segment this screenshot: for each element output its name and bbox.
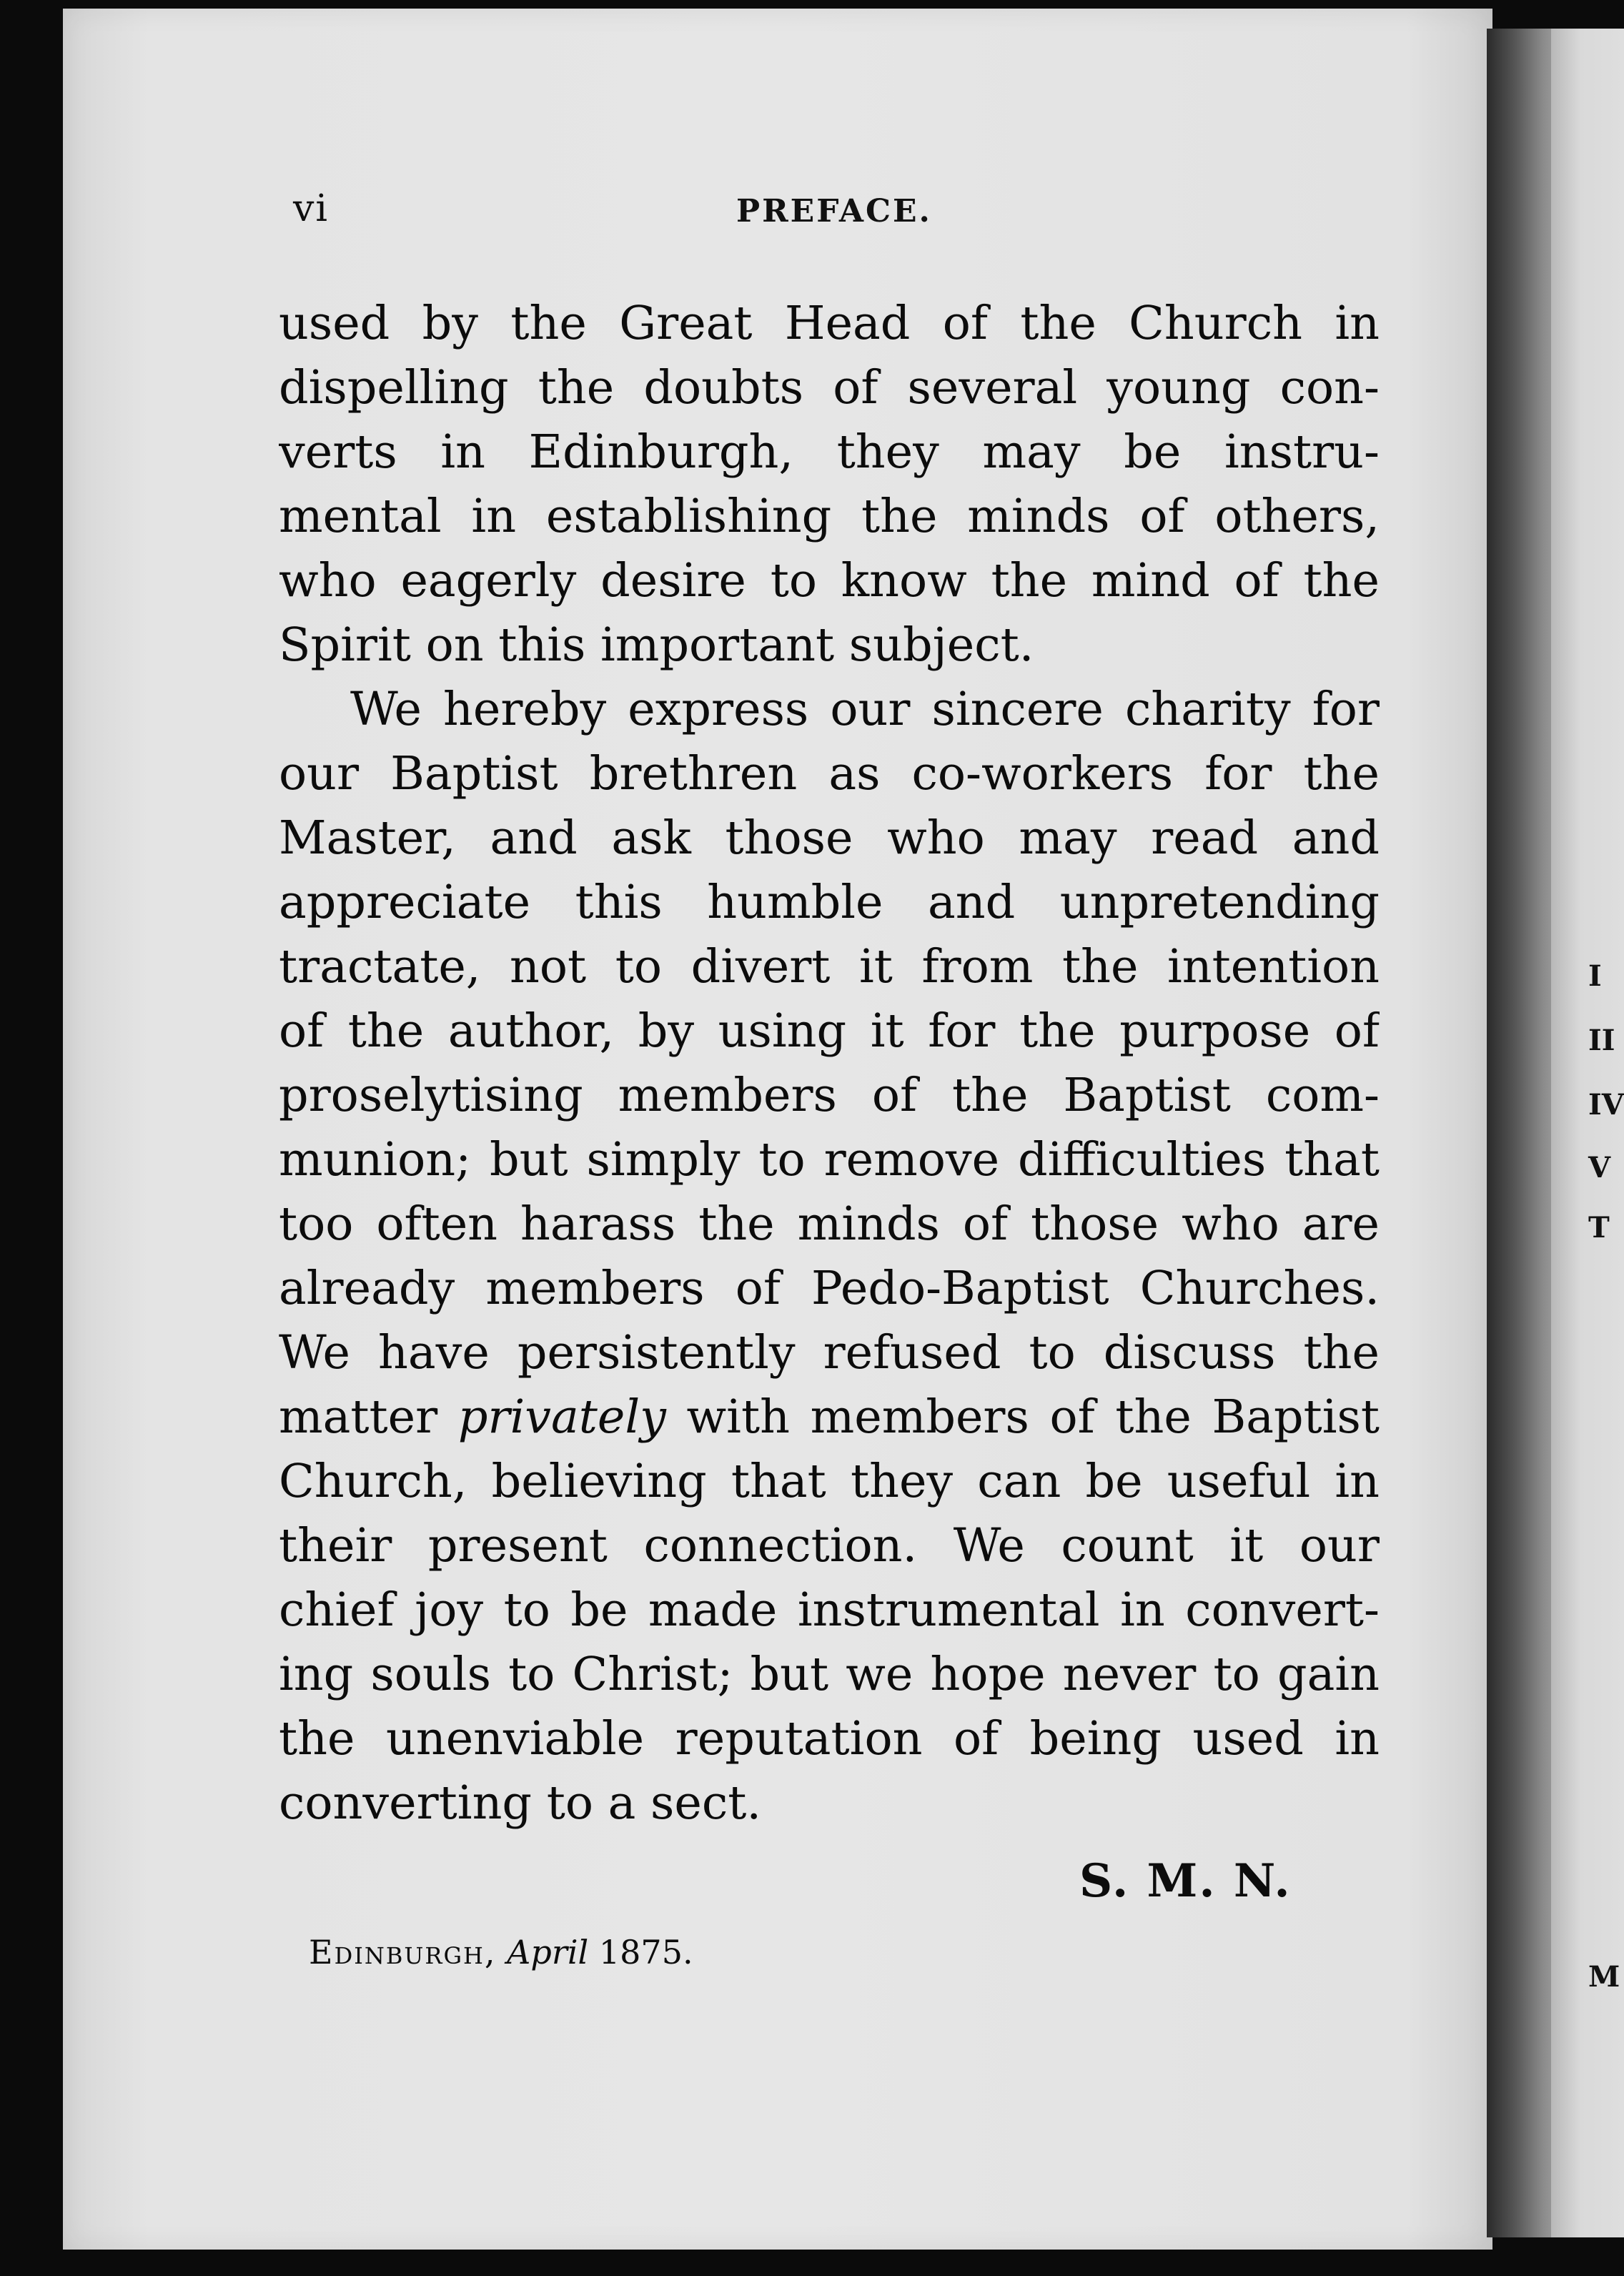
- facing-fragment: V: [1588, 1151, 1611, 1184]
- italic-word: privately: [457, 1390, 666, 1444]
- text-line: their present connection. We count it our: [279, 1519, 1380, 1573]
- author-initials: S. M. N.: [1079, 1854, 1292, 1908]
- text-line: used by the Great Head of the Church in: [279, 297, 1380, 350]
- page-number: vi: [293, 187, 330, 230]
- year: 1875.: [598, 1933, 693, 1971]
- text-line: dispelling the doubts of several young con-: [279, 361, 1380, 415]
- text-line: tractate, not to divert it from the intention: [279, 940, 1380, 994]
- text-line: munion; but simply to remove difficulties that: [279, 1133, 1380, 1187]
- text-line: the unenviable reputation of being used in: [279, 1712, 1380, 1766]
- text-line: We hereby express our sincere charity for: [350, 683, 1380, 736]
- preface-text: [279, 292, 1380, 1836]
- text-line: who eagerly desire to know the mind of the: [279, 554, 1380, 608]
- text-line: Church, believing that they can be useful in: [279, 1455, 1380, 1508]
- text-line: our Baptist brethren as co-workers for the: [279, 747, 1380, 801]
- text-line: chief joy to be made instrumental in convert-: [279, 1583, 1380, 1637]
- text-line: converting to a sect.: [279, 1776, 762, 1830]
- text-line: ing souls to Christ; but we hope never to gain: [279, 1648, 1380, 1701]
- running-head: PREFACE.: [736, 193, 932, 229]
- text-line: proselytising members of the Baptist com-: [279, 1069, 1380, 1122]
- text-line: already members of Pedo-Baptist Churches.: [279, 1262, 1380, 1315]
- text-line: mental in establishing the minds of others,: [279, 490, 1380, 543]
- text-line: appreciate this humble and unpretending: [279, 876, 1380, 929]
- text-line: of the author, by using it for the purpose of: [279, 1004, 1380, 1058]
- text-line: Spirit on this important subject.: [279, 618, 1034, 672]
- facing-fragment: I: [1588, 959, 1602, 993]
- month: April: [507, 1933, 589, 1971]
- facing-fragment: II: [1588, 1024, 1615, 1057]
- text-run: with members of the Baptist: [665, 1390, 1380, 1444]
- text-line: Master, and ask those who may read and: [279, 811, 1380, 865]
- place-name: Edinburgh,: [309, 1933, 497, 1971]
- page-header: [293, 187, 1380, 237]
- facing-fragment: IV: [1588, 1088, 1624, 1122]
- text-line: [279, 1385, 1380, 1450]
- facing-fragment: M: [1588, 1960, 1620, 1994]
- place-and-date: [309, 1933, 693, 1971]
- text-line: too often harass the minds of those who are: [279, 1197, 1380, 1251]
- text-line: verts in Edinburgh, they may be instru-: [279, 425, 1380, 479]
- text-line: We have persistently refused to discuss the: [279, 1326, 1380, 1380]
- facing-fragment: T: [1588, 1211, 1610, 1245]
- facing-page-edge: [1551, 29, 1624, 2237]
- text-run: matter: [279, 1390, 458, 1444]
